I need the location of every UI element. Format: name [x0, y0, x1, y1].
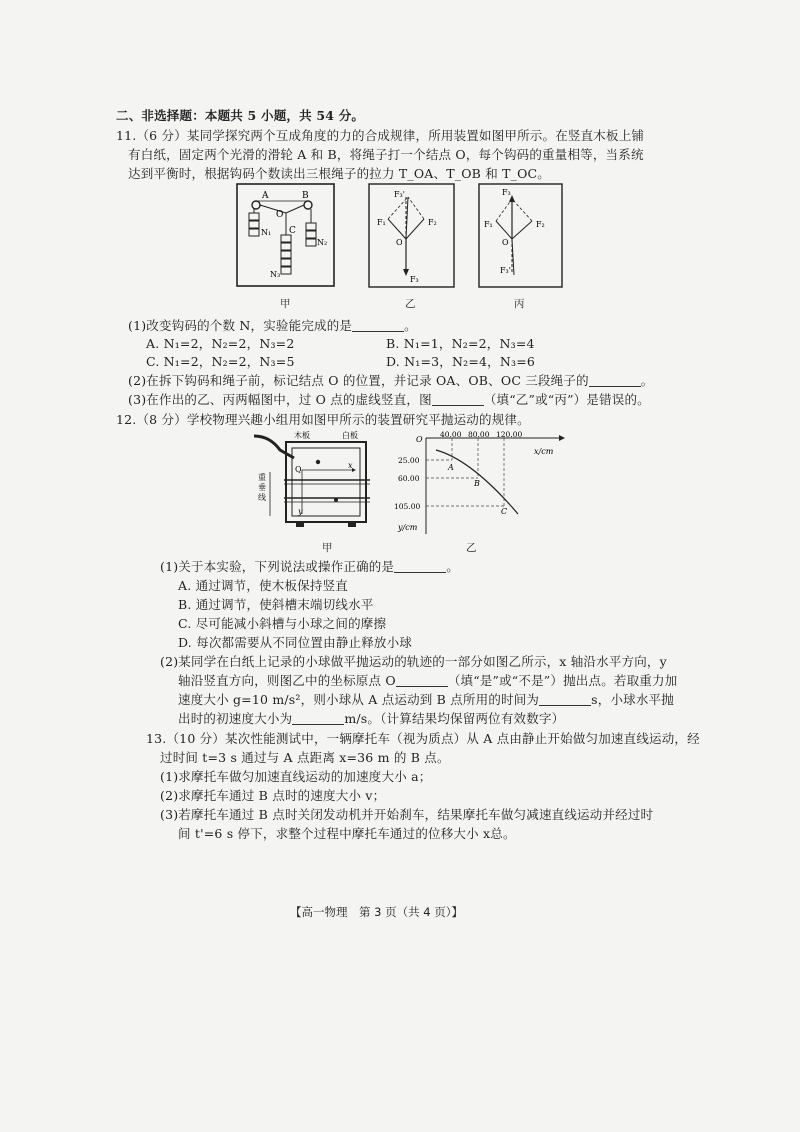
- yi-label-F3p: F₃': [394, 190, 405, 199]
- q11-caption-bing: 丙: [514, 298, 525, 310]
- q12-yi-tick-x120: 120.00: [496, 430, 523, 439]
- q12-line1: 12.（8 分）学校物理兴趣小组用如图甲所示的装置研究平抛运动的规律。: [116, 412, 530, 427]
- q11-caption-yi: 乙: [405, 298, 416, 310]
- q11-sub2-text: (2)在拆下钩码和绳子前，标记结点 O 的位置，并记录 OA、OB、OC 三段绳子的: [128, 373, 589, 388]
- q11-option-d: D. N₁=3，N₂=4，N₃=6: [386, 354, 536, 369]
- q11-figure-yi: [368, 183, 456, 289]
- q11-sub3: [128, 392, 650, 408]
- q11-line3: 达到平衡时，根据钩码个数读出三根绳子的拉力 T_OA、T_OB 和 T_OC。: [128, 166, 551, 181]
- yi-label-F3: F₃: [410, 275, 419, 284]
- jia-label-O: O: [276, 210, 284, 220]
- jia-label-A: A: [262, 191, 269, 201]
- q12-sub2-blank-speed[interactable]: [292, 712, 344, 725]
- q11-option-c: C. N₁=2，N₂=2，N₃=5: [146, 354, 295, 369]
- q12-yi-tick-y60: 60.00: [398, 474, 420, 483]
- q12-sub2-blank-time[interactable]: [539, 693, 591, 706]
- q12-jia-label-y: y: [298, 507, 303, 516]
- q12-sub2-line4: [178, 711, 564, 727]
- q12-yi-tick-y105: 105.00: [394, 502, 421, 511]
- bing-label-O: O: [502, 238, 509, 247]
- q13-sub2: (2)求摩托车通过 B 点时的速度大小 v；: [160, 788, 386, 803]
- section-title: 二、非选择题：本题共 5 小题，共 54 分。: [116, 108, 365, 123]
- q12-sub2-line1: (2)某同学在白纸上记录的小球做平抛运动的轨迹的一部分如图乙所示，x 轴沿水平方向，y: [160, 654, 667, 669]
- q12-sub2-line4-a: 出时的初速度大小为: [178, 711, 293, 726]
- q11-sub1-text: (1)改变钩码的个数 N，实验能完成的是: [128, 318, 353, 333]
- q12-yi-label-A: A: [448, 463, 454, 472]
- q13-sub3-line2: 间 t'=6 s 停下，求整个过程中摩托车通过的位移大小 x总。: [178, 826, 516, 841]
- q12-yi-axis-y-unit: y/cm: [398, 523, 418, 532]
- q11-sub3-end: （填“乙”或“丙”）是错误的。: [483, 392, 650, 407]
- yi-label-F1: F₁: [377, 218, 386, 227]
- q12-yi-axis-x-unit: x/cm: [534, 447, 554, 456]
- q11-sub1-blank[interactable]: [352, 319, 404, 332]
- q12-jia-label-baiban: 白板: [342, 431, 358, 440]
- page-footer: 【高一物理 第 3 页（共 4 页）】: [290, 905, 464, 919]
- q12-sub2-line4-b: m/s。（计算结果均保留两位有效数字）: [344, 711, 565, 726]
- q12-yi-tick-x40: 40.00: [440, 430, 462, 439]
- q12-sub2-blank-origin[interactable]: [396, 674, 448, 687]
- q13-sub3-line1: (3)若摩托车通过 B 点时关闭发动机并开始刹车，结果摩托车做匀减速直线运动并经过时: [160, 807, 654, 822]
- q12-sub2-line3-a: 速度大小 g=10 m/s²，则小球从 A 点运动到 B 点所用的时间为: [178, 692, 540, 707]
- q12-sub1-blank[interactable]: [394, 560, 446, 573]
- q11-line2: 有白纸，固定两个光滑的滑轮 A 和 B，将绳子打一个结点 O，每个钩码的重量相等，当系统: [128, 147, 644, 162]
- yi-label-O: O: [396, 238, 403, 247]
- q11-sub1-end: 。: [404, 318, 417, 333]
- q11-sub2-blank[interactable]: [589, 374, 641, 387]
- yi-label-F2: F₂: [428, 218, 437, 227]
- q12-sub1-end: 。: [446, 559, 459, 574]
- q12-jia-label-Q: Q: [295, 465, 302, 474]
- q11-option-a: A. N₁=2，N₂=2，N₃=2: [146, 336, 295, 351]
- q12-yi-label-O: O: [416, 435, 423, 444]
- q12-jia-label-x: x: [348, 461, 353, 470]
- q12-sub2-line2-b: （填“是”或“不是”）抛出点。若取重力加: [447, 673, 678, 688]
- q13-line1: 13.（10 分）某次性能测试中，一辆摩托车（视为质点）从 A 点由静止开始做匀加速直线运动，经: [146, 731, 700, 746]
- q12-jia-label-muban: 木板: [294, 431, 310, 440]
- q12-sub1-text: (1)关于本实验，下列说法或操作正确的是: [160, 559, 395, 574]
- q12-yi-label-B: B: [474, 479, 480, 488]
- bing-label-F1: F₁: [484, 220, 493, 229]
- jia-label-C: C: [289, 226, 296, 236]
- q12-option-d: D. 每次都需要从不同位置由静止释放小球: [178, 635, 413, 650]
- q11-option-b: B. N₁=1，N₂=2，N₃=4: [386, 336, 535, 351]
- q11-figure-bing: [478, 183, 564, 289]
- bing-label-F3: F₃: [502, 188, 511, 197]
- q13-line2: 过时间 t=3 s 通过与 A 点距离 x=36 m 的 B 点。: [160, 750, 450, 765]
- q12-sub2-line3: [178, 692, 674, 708]
- jia-label-N2: N₂: [317, 238, 328, 247]
- q11-sub3-blank[interactable]: [432, 393, 484, 406]
- q11-sub2-end: 。: [640, 373, 654, 388]
- q12-sub2-line2: [178, 673, 677, 689]
- q12-jia-label-zhongchuixian: 重垂线: [258, 473, 266, 502]
- q11-figure-jia: [236, 183, 336, 288]
- jia-label-B: B: [302, 191, 309, 201]
- q12-yi-tick-y25: 25.00: [398, 456, 420, 465]
- q12-sub2-line3-b: s，小球水平抛: [591, 692, 674, 707]
- q12-option-a: A. 通过调节，使木板保持竖直: [178, 578, 348, 593]
- q12-figure-yi: [392, 430, 567, 542]
- q12-option-c: C. 尽可能减小斜槽与小球之间的摩擦: [178, 616, 387, 631]
- q12-figure-jia: [248, 428, 388, 538]
- bing-label-F2: F₂: [536, 220, 545, 229]
- jia-label-N3: N₃: [270, 270, 281, 279]
- q12-option-b: B. 通过调节，使斜槽末端切线水平: [178, 597, 374, 612]
- q11-sub3-text: (3)在作出的乙、丙两幅图中，过 O 点的虚线竖直，图: [128, 392, 432, 407]
- bing-label-F3p: F₃': [500, 266, 511, 275]
- q11-sub1: [128, 318, 417, 334]
- q13-sub1: (1)求摩托车做匀加速直线运动的加速度大小 a；: [160, 769, 432, 784]
- q12-yi-label-C: C: [501, 507, 508, 516]
- jia-label-N1: N₁: [261, 228, 272, 237]
- q11-caption-jia: 甲: [280, 298, 291, 310]
- q12-caption-yi: 乙: [466, 542, 477, 554]
- q11-line1: 11.（6 分）某同学探究两个互成角度的力的合成规律，所用装置如图甲所示。在竖直木板上铺: [116, 128, 645, 143]
- q12-caption-jia: 甲: [322, 542, 333, 554]
- q11-sub2: [128, 373, 653, 389]
- q12-sub2-line2-a: 轴沿竖直方向，则图乙中的坐标原点 O: [178, 673, 396, 688]
- q12-yi-tick-x80: 80.00: [468, 430, 490, 439]
- q12-sub1: [160, 559, 459, 575]
